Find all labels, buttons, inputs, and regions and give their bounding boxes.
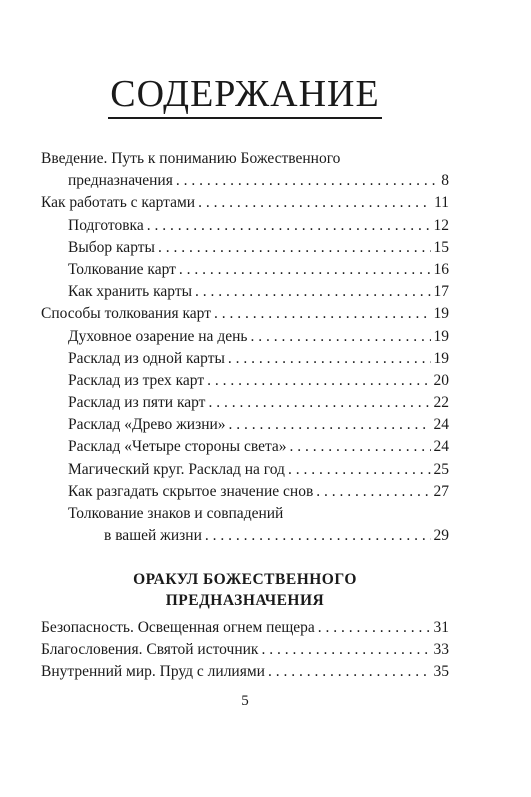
toc-entry xyxy=(41,392,449,414)
toc-entry-page: 20 xyxy=(433,371,449,389)
toc-entry xyxy=(41,281,449,303)
toc-entry-page: 19 xyxy=(433,327,449,345)
toc-entry xyxy=(41,170,449,192)
toc-entry-page: 19 xyxy=(433,305,449,323)
toc-dot-leader xyxy=(214,303,430,325)
book-page xyxy=(41,0,449,797)
toc-entry-label: Магический круг. Расклад на год xyxy=(68,460,285,478)
toc-entry-label: Расклад «Четыре стороны света» xyxy=(68,438,287,456)
toc-entry xyxy=(41,303,449,325)
toc-entry xyxy=(41,661,449,683)
toc-entry xyxy=(41,459,449,481)
toc-dot-leader xyxy=(288,459,431,481)
toc-dot-leader xyxy=(228,348,431,370)
table-of-contents xyxy=(41,148,449,547)
toc-dot-leader xyxy=(158,237,431,259)
toc-entry-page: 27 xyxy=(433,482,449,500)
toc-entry xyxy=(41,259,449,281)
toc-entry-page: 33 xyxy=(433,641,449,659)
toc-entry-page: 24 xyxy=(433,438,449,456)
toc-entry xyxy=(41,503,449,525)
table-of-contents-oracle xyxy=(41,617,449,684)
toc-entry xyxy=(41,237,449,259)
toc-entry-page: 19 xyxy=(433,349,449,367)
toc-entry xyxy=(41,617,449,639)
toc-dot-leader xyxy=(229,414,431,436)
toc-entry-label: Расклад из одной карты xyxy=(68,349,225,367)
toc-entry xyxy=(41,348,449,370)
toc-entry-page: 35 xyxy=(433,663,449,681)
toc-dot-leader xyxy=(290,436,431,458)
section-heading-line2: ПРЕДНАЗНАЧЕНИЯ xyxy=(165,592,325,609)
toc-entry-page: 11 xyxy=(434,194,449,212)
toc-dot-leader xyxy=(179,259,431,281)
toc-entry xyxy=(41,639,449,661)
toc-entry-label: Способы толкования карт xyxy=(41,305,212,323)
toc-entry-page: 24 xyxy=(433,416,449,434)
toc-entry-label: Расклад из трех карт xyxy=(68,371,205,389)
toc-entry xyxy=(41,326,449,348)
section-heading-line1: ОРАКУЛ БОЖЕСТВЕННОГО xyxy=(133,571,357,588)
toc-entry-label: Выбор карты xyxy=(68,238,155,256)
toc-entry xyxy=(41,436,449,458)
toc-entry-page: 16 xyxy=(433,260,449,278)
toc-entry-label: Благословения. Святой источник xyxy=(41,641,259,659)
toc-entry-label: Введение. Путь к пониманию Божественного xyxy=(41,150,341,167)
toc-entry xyxy=(41,192,449,214)
section-heading xyxy=(41,569,449,611)
toc-entry xyxy=(41,215,449,237)
toc-entry-label: предназначения xyxy=(68,172,173,190)
toc-entry-label: Безопасность. Освещенная огнем пещера xyxy=(41,619,315,636)
toc-entry-label: Как разгадать скрытое значение снов xyxy=(68,482,314,500)
page-title xyxy=(41,72,449,120)
toc-dot-leader xyxy=(250,326,430,348)
toc-dot-leader xyxy=(318,617,431,639)
toc-entry xyxy=(41,414,449,436)
toc-entry-page: 31 xyxy=(433,619,449,636)
toc-dot-leader xyxy=(268,661,431,683)
toc-entry-page: 22 xyxy=(433,394,449,412)
toc-entry xyxy=(41,370,449,392)
page-number: 5 xyxy=(241,693,249,709)
toc-dot-leader xyxy=(207,370,430,392)
toc-entry-page: 15 xyxy=(433,238,449,256)
toc-entry xyxy=(41,525,449,547)
page-title-text: СОДЕРЖАНИЕ xyxy=(108,73,381,119)
toc-entry-label: Подготовка xyxy=(68,216,144,234)
toc-entry-page: 17 xyxy=(433,283,449,301)
toc-dot-leader xyxy=(205,525,431,547)
toc-dot-leader xyxy=(261,639,430,661)
toc-entry-page: 25 xyxy=(433,460,449,478)
toc-entry-label: в вашей жизни xyxy=(104,527,202,545)
toc-dot-leader xyxy=(198,192,431,214)
toc-entry-label: Духовное озарение на день xyxy=(68,327,248,345)
toc-entry xyxy=(41,481,449,503)
toc-entry-label: Как работать с картами xyxy=(41,194,196,212)
toc-entry-page: 8 xyxy=(441,172,449,190)
toc-entry-label: Как хранить карты xyxy=(68,283,193,301)
toc-entry xyxy=(41,148,449,170)
toc-entry-label: Толкование карт xyxy=(68,260,176,278)
toc-entry-page: 12 xyxy=(433,216,449,234)
toc-dot-leader xyxy=(316,481,430,503)
toc-dot-leader xyxy=(147,215,431,237)
toc-dot-leader xyxy=(208,392,430,414)
toc-entry-label: Расклад «Древо жизни» xyxy=(68,416,226,434)
toc-dot-leader xyxy=(195,281,430,303)
toc-entry-label: Толкование знаков и совпадений xyxy=(68,505,284,522)
toc-dot-leader xyxy=(176,170,438,192)
toc-entry-label: Внутренний мир. Пруд с лилиями xyxy=(41,663,265,681)
toc-entry-label: Расклад из пяти карт xyxy=(68,394,206,412)
toc-entry-page: 29 xyxy=(433,527,449,545)
